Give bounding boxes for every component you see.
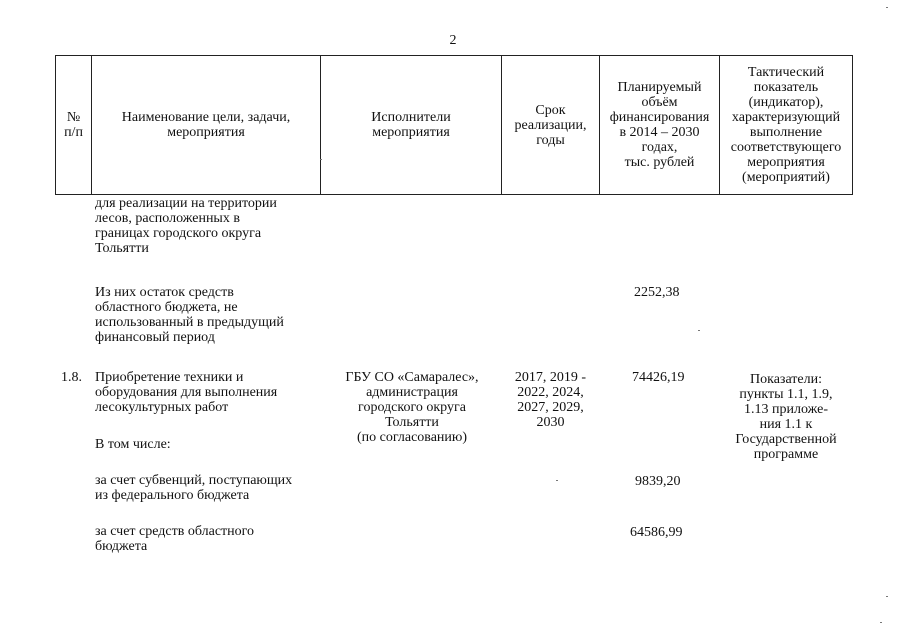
item-indicator: Показатели: пункты 1.1, 1.9, 1.13 приложе- ния 1.1 к Государственной программе [735, 372, 837, 462]
federal-text: за счет субвенций, поступающих из федерального бюджета [95, 473, 293, 503]
remainder-amount: 2252,38 [634, 285, 680, 300]
item-name: Приобретение техники и оборудования для выполнения лесокультурных работ [95, 370, 278, 415]
including-label: В том числе: [95, 437, 171, 452]
header-cell-period [502, 56, 599, 194]
item-number: 1.8. [61, 370, 82, 385]
header-num-label: № п/п [64, 110, 83, 140]
header-executors-label: Исполнители мероприятия [371, 110, 451, 140]
scan-speck [556, 480, 558, 481]
header-cell-indicator [720, 56, 852, 194]
scan-speck [880, 622, 882, 623]
remainder-text: Из них остаток средств областного бюджета, не использованный в предыдущий финансовый период [95, 285, 284, 345]
continued-text: для реализации на территории лесов, расположенных в границах городского округа Тольятти [95, 196, 277, 256]
item-executors: ГБУ СО «Самаралес», администрация городского округа Тольятти (по согласованию) [345, 370, 479, 445]
item-period: 2017, 2019 - 2022, 2024, 2027, 2029, 2030 [514, 370, 587, 430]
table-header [55, 55, 853, 195]
header-funding-label: Планируемый объём финансирования в 2014 – 2030 годах, тыс. рублей [609, 80, 710, 170]
scan-speck [320, 159, 322, 160]
header-cell-name [92, 56, 320, 194]
header-period-label: Срок реализации, годы [514, 102, 587, 148]
scan-speck [886, 596, 888, 597]
header-indicator-label: Тактический показатель (индикатор), характеризующий выполнение соответствующего мероприятия (мероприятий) [730, 65, 842, 185]
scan-speck [886, 7, 888, 8]
header-cell-funding [600, 56, 719, 194]
header-cell-executors [321, 56, 501, 194]
header-cell-num [56, 56, 91, 194]
header-name-label: Наименование цели, задачи, мероприятия [121, 110, 291, 140]
item-amount: 74426,19 [632, 370, 685, 385]
scan-speck [698, 330, 700, 331]
regional-amount: 64586,99 [630, 525, 683, 540]
federal-amount: 9839,20 [635, 474, 681, 489]
page-number: 2 [449, 33, 457, 48]
regional-text: за счет средств областного бюджета [95, 524, 255, 554]
